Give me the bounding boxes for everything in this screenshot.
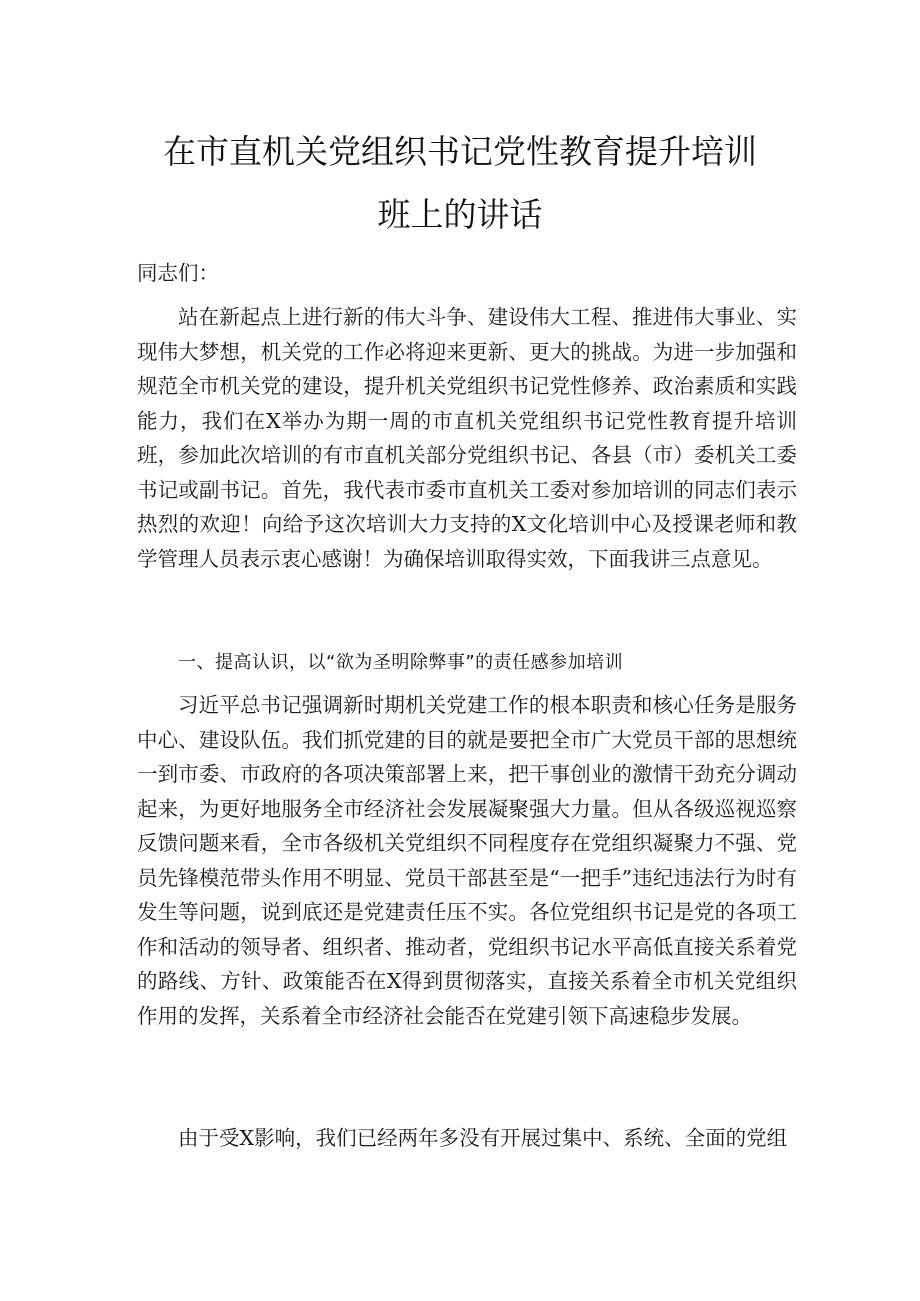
paragraph-continued: 由于受X影响，我们已经两年多没有开展过集中、系统、全面的党组 <box>178 1126 788 1150</box>
salutation: 同志们： <box>137 261 219 285</box>
paragraph-opening: 站在新起点上进行新的伟大斗争、建设伟大工程、推进伟大事业、实现伟大梦想，机关党的工作必将迎来更新、更大的挑战。为进一步加强和规范全市机关党的建设，提升机关党组织书记党性修养、政治素质和实践能力，我们在X举办为期一周的市直机关党组织书记党性教育提升培训班，参加此次培训的有市直机关部分党组织书记、各县（市）委机关工委书记或副书记。首先，我代表市委市直机关工委对参加培训的同志们表示热烈的欢迎！向给予这次培训大力支持的X文化培训中心及授课老师和教学管理人员表示衷心感谢！为确保培训取得实效，下面我讲三点意见。 <box>137 305 797 571</box>
paragraph-section-1: 习近平总书记强调新时期机关党建工作的根本职责和核心任务是服务中心、建设队伍。我们抓党建的目的就是要把全市广大党员干部的思想统一到市委、市政府的各项决策部署上来，把干事创业的激情干劲充分调动起来，为更好地服务全市经济社会发展凝聚强大力量。但从各级巡视巡察反馈问题来看，全市各级机关党组织不同程度存在党组织凝聚力不强、党员先锋模范带头作用不明显、党员干部甚至是“一把手”违纪违法行为时有发生等问题，说到底还是党建责任压不实。各位党组织书记是党的各项工作和活动的领导者、组织者、推动者，党组织书记水平高低直接关系着党的路线、方针、政策能否在X得到贯彻落实，直接关系着全市机关党组织作用的发挥，关系着全市经济社会能否在党建引领下高速稳步发展。 <box>137 693 797 1028</box>
document-title-line-1: 在市直机关党组织书记党性教育提升培训 <box>163 132 757 171</box>
document-title-line-2: 班上的讲话 <box>377 195 543 234</box>
section-heading-1: 一、提高认识，以“欲为圣明除弊事”的责任感参加培训 <box>178 652 624 673</box>
